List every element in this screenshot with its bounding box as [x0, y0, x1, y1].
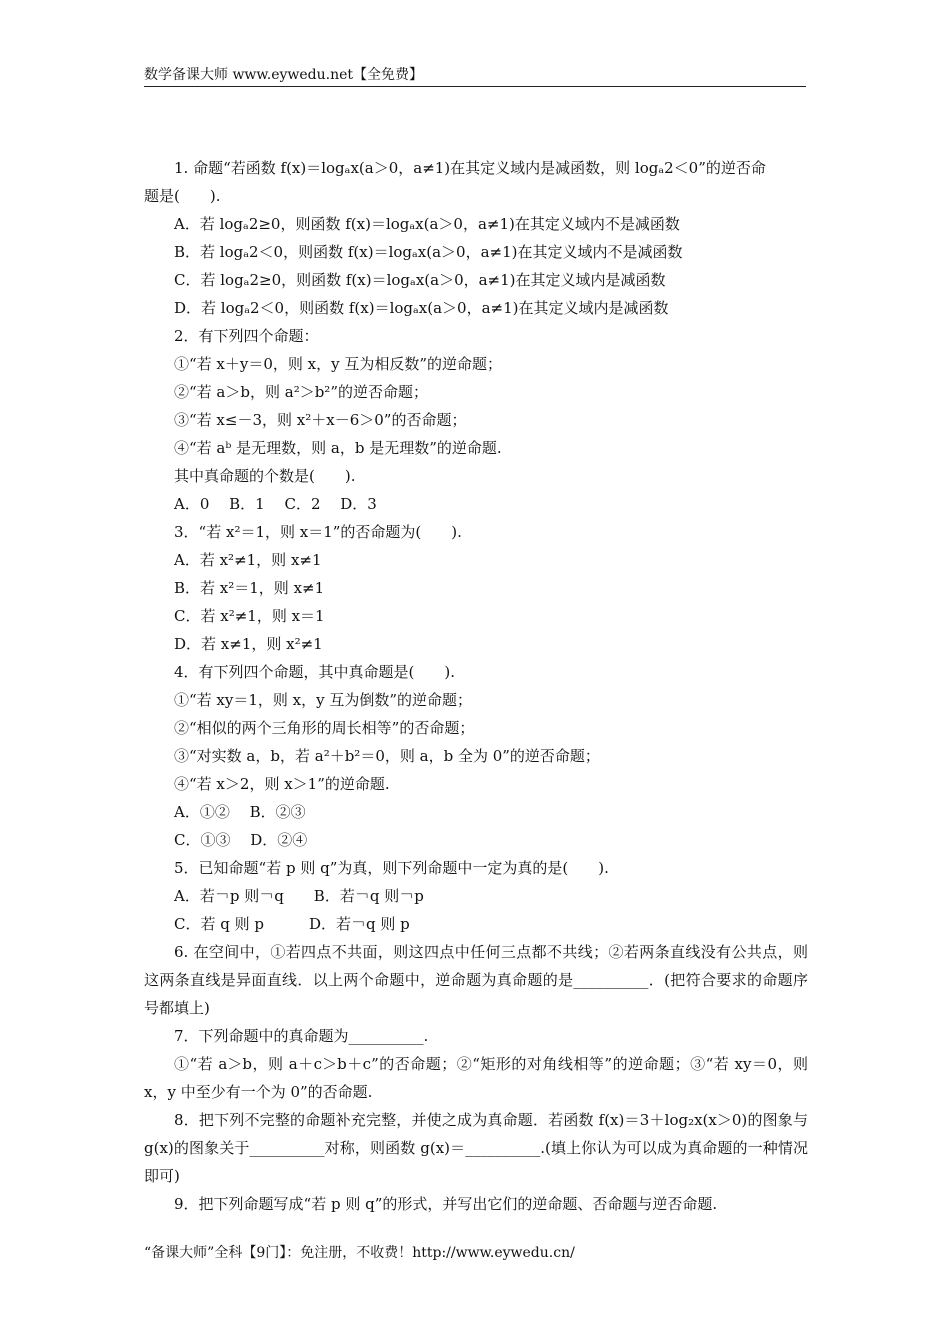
- text-line: 其中真命题的个数是( ).: [174, 467, 356, 485]
- text-line: 题是( ).: [144, 187, 221, 205]
- text-line: B．若 x²＝1，则 x≠1: [174, 579, 325, 597]
- document-body: [144, 154, 808, 1218]
- text-line: C．若 x²≠1，则 x＝1: [174, 607, 325, 625]
- text-line: C．①③ D．②④: [174, 831, 308, 849]
- text-line: B．若 logₐ2＜0，则函数 f(x)＝logₐx(a＞0，a≠1)在其定义域内不是减函数: [174, 243, 683, 261]
- text-line: ②“若 a＞b，则 a²＞b²”的逆否命题；: [174, 383, 428, 401]
- text-line: D．若 x≠1，则 x²≠1: [174, 635, 323, 653]
- text-line: ②“相似的两个三角形的周长相等”的否命题；: [174, 719, 475, 737]
- text-line: C．若 q 则 p D．若￢q 则 p: [174, 915, 410, 933]
- text-line: ④“若 x＞2，则 x＞1”的逆命题.: [174, 775, 390, 793]
- footer-text: “备课大师”全科【9门】：免注册，不收费！http://www.eywedu.cn/: [144, 1245, 575, 1261]
- text-line: A．0 B．1 C．2 D．3: [174, 495, 377, 513]
- text-line: ③“对实数 a，b，若 a²＋b²＝0，则 a，b 全为 0”的逆否命题；: [174, 747, 600, 765]
- text-line: ①“若 xy＝1，则 x，y 互为倒数”的逆命题；: [174, 691, 473, 709]
- text-line: ①“若 x＋y＝0，则 x，y 互为相反数”的逆命题；: [174, 355, 503, 373]
- text-line: 7．下列命题中的真命题为__________.: [174, 1027, 429, 1045]
- text-line: A．①② B．②③: [174, 803, 306, 821]
- text-line: ③“若 x≤－3，则 x²＋x－6＞0”的否命题；: [174, 411, 467, 429]
- text-line: A．若 x²≠1，则 x≠1: [174, 551, 322, 569]
- text-line: ④“若 aᵇ 是无理数，则 a，b 是无理数”的逆命题.: [174, 439, 502, 457]
- page-footer: [144, 1242, 575, 1264]
- text-line: 4．有下列四个命题，其中真命题是( ).: [174, 663, 456, 681]
- text-line: ①“若 a＞b，则 a＋c＞b＋c”的否命题；②“矩形的对角线相等”的逆命题；③“若 xy＝0，则 x，y 中至少有一个为 0”的否命题.: [144, 1055, 808, 1101]
- text-line: 8．把下列不完整的命题补充完整，并使之成为真命题．若函数 f(x)＝3＋log₂x(x＞0)的图象与 g(x)的图象关于__________对称，则函数 g(x)＝__________.(填上你认为可以成为真命题的一种情况即可): [144, 1111, 808, 1185]
- text-line: A．若￢p 则￢q B．若￢q 则￢p: [174, 887, 424, 905]
- header-text: 数学备课大师 www.eywedu.net【全免费】: [144, 67, 424, 83]
- text-line: A．若 logₐ2≥0，则函数 f(x)＝logₐx(a＞0，a≠1)在其定义域内不是减函数: [174, 215, 680, 233]
- text-line: 5．已知命题“若 p 则 q”为真，则下列命题中一定为真的是( ).: [174, 859, 609, 877]
- page-header: [144, 64, 806, 87]
- text-line: 9．把下列命题写成“若 p 则 q”的形式，并写出它们的逆命题、否命题与逆否命题.: [174, 1195, 718, 1213]
- text-line: D．若 logₐ2＜0，则函数 f(x)＝logₐx(a＞0，a≠1)在其定义域内是减函数: [174, 299, 669, 317]
- text-line: 3．“若 x²＝1，则 x＝1”的否命题为( ).: [174, 523, 462, 541]
- text-line: C．若 logₐ2≥0，则函数 f(x)＝logₐx(a＞0，a≠1)在其定义域内是减函数: [174, 271, 666, 289]
- text-line: 2．有下列四个命题：: [174, 327, 319, 345]
- text-line: 6. 在空间中，①若四点不共面，则这四点中任何三点都不共线；②若两条直线没有公共点，则这两条直线是异面直线．以上两个命题中，逆命题为真命题的是__________．(把符合要求的命题序号都填上): [144, 943, 808, 1017]
- text-line: 1. 命题“若函数 f(x)＝logₐx(a＞0，a≠1)在其定义域内是减函数，则 logₐ2＜0”的逆否命: [174, 159, 766, 177]
